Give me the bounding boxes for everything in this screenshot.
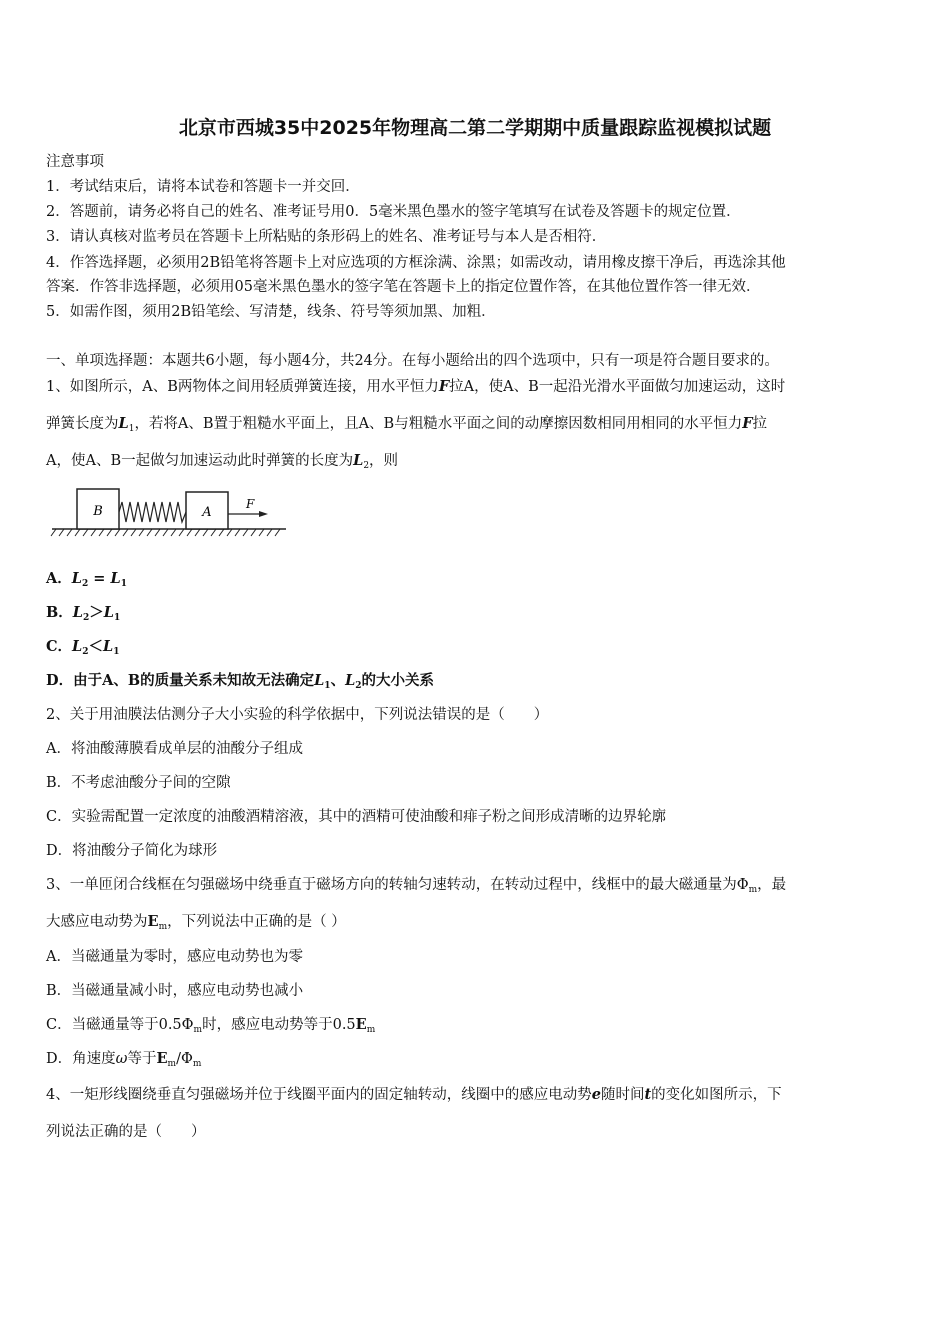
q1-stem-line1: 1、如图所示，A、B两物体之间用轻质弹簧连接，用水平恒力F拉A，使A、B一起沿光滑水平面做匀加速运动，这时 (46, 378, 786, 395)
spring (119, 502, 186, 522)
force-arrow-head (259, 511, 268, 517)
page-title: 北京市西城35中2025年物理高二第二学期期中质量跟踪监视模拟试题 (178, 117, 772, 139)
spring-blocks-figure (50, 484, 290, 544)
q2-option-d: D．将油酸分子简化为球形 (46, 843, 218, 859)
q2-option-a: A．将油酸薄膜看成单层的油酸分子组成 (46, 741, 303, 757)
q3-stem-line1: 3、一单匝闭合线框在匀强磁场中绕垂直于磁场方向的转轴匀速转动，在转动过程中，线框中的最大磁通量为$\Phi_m$，最 (46, 877, 787, 895)
q1-option-a: A．$L_2 = L_1$ (46, 570, 127, 589)
q1-option-b: B．$L_2>L_1$ (46, 604, 121, 623)
q1-stem-line3: A，使A、B一起做匀加速运动此时弹簧的长度为$L_2$，则 (46, 452, 399, 471)
block-b-label: B (93, 504, 103, 519)
q1-stem-line2: 弹簧长度为$L_1$，若将A、B置于粗糙水平面上，且A、B与粗糙水平面之间的动摩擦因数相同用相同的水平恒力F拉 (46, 415, 767, 434)
q4-stem-line2: 列说法正确的是（ ） (46, 1124, 206, 1140)
notice-item: 2．答题前，请务必将自己的姓名、准考证号用0．5毫米黑色墨水的签字笔填写在试卷及答题卡的规定位置． (46, 204, 741, 220)
q3-option-d: D．角速度ω等于$E_m/\Phi_m$ (46, 1050, 202, 1069)
section-heading: 一、单项选择题：本题共6小题，每小题4分，共24分。在每小题给出的四个选项中，只有一项是符合题目要求的。 (46, 353, 779, 369)
notice-item: 1．考试结束后，请将本试卷和答题卡一并交回． (46, 179, 360, 195)
q1-option-c: C．$L_2<L_1$ (46, 638, 120, 657)
q2-option-b: B．不考虑油酸分子间的空隙 (46, 775, 231, 791)
q1-option-d: D．由于A、B的质量关系未知故无法确定$L_1$、$L_2$的大小关系 (46, 672, 435, 691)
notice-item: 3．请认真核对监考员在答题卡上所粘贴的条形码上的姓名、准考证号与本人是否相符． (46, 229, 607, 245)
q3-option-a: A．当磁通量为零时，感应电动势也为零 (46, 949, 303, 965)
force-label: F (246, 497, 255, 511)
q4-stem-line1: 4、一矩形线圈绕垂直匀强磁场并位于线圈平面内的固定轴转动，线圈中的感应电动势e随时间t的变化如图所示，下 (46, 1086, 782, 1103)
notice-item: 4．作答选择题，必须用2B铅笔将答题卡上对应选项的方框涂满、涂黑；如需改动，请用橡皮擦干净后，再选涂其他 (46, 255, 786, 271)
q2-stem: 2、关于用油膜法估测分子大小实验的科学依据中，下列说法错误的是（ ） (46, 707, 549, 723)
q2-option-c: C．实验需配置一定浓度的油酸酒精溶液，其中的酒精可使油酸和痱子粉之间形成清晰的边界轮廓 (46, 809, 667, 825)
block-a-label: A (202, 505, 212, 520)
q3-option-c: C．当磁通量等于$0.5\Phi_m$时，感应电动势等于$0.5E_m$ (46, 1016, 376, 1035)
notice-heading: 注意事项 (46, 154, 104, 170)
notice-item: 5．如需作图，须用2B铅笔绘、写清楚，线条、符号等须加黑、加粗． (46, 304, 496, 320)
q3-option-b: B．当磁通量减小时，感应电动势也减小 (46, 983, 304, 999)
ground-hatching (51, 529, 280, 536)
notice-item: 答案．作答非选择题，必须用05毫米黑色墨水的签字笔在答题卡上的指定位置作答，在其他位置作答一律无效． (46, 279, 761, 295)
q3-stem-line2: 大感应电动势为$E_m$，下列说法中正确的是（ ） (46, 913, 346, 932)
